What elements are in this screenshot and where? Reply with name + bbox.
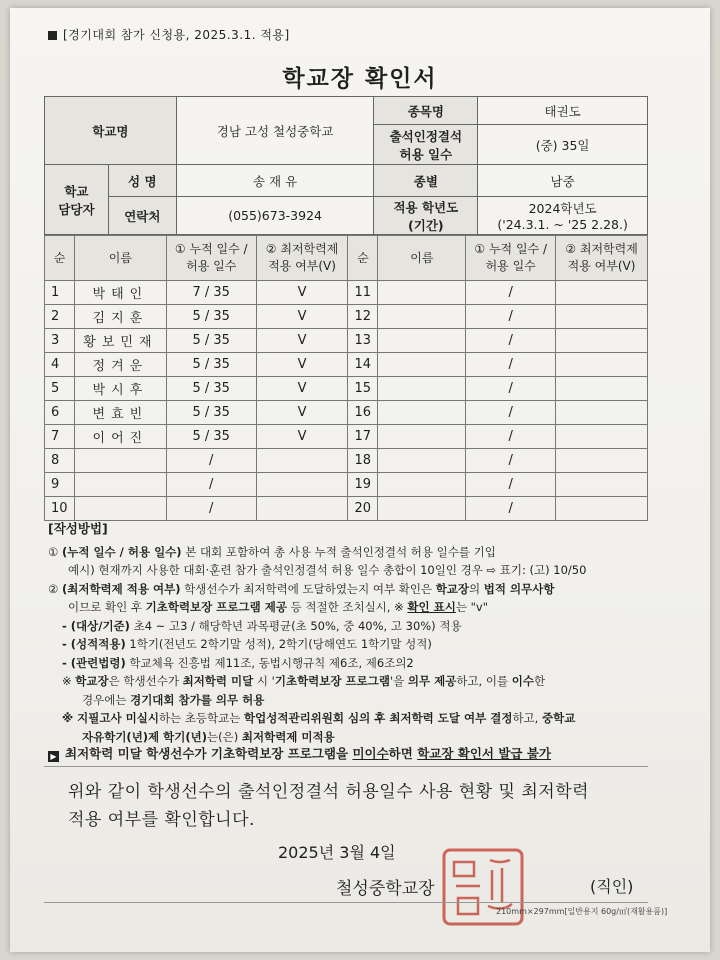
absence-days: 5 / 35 bbox=[166, 353, 256, 377]
athlete-name bbox=[378, 353, 466, 377]
min-academic-check bbox=[256, 473, 348, 497]
min-academic-check: V bbox=[256, 353, 348, 377]
absence-days: / bbox=[466, 353, 556, 377]
absence-days: / bbox=[466, 497, 556, 521]
absence-days: / bbox=[466, 473, 556, 497]
confirmation-statement: 위와 같이 학생선수의 출석인정결석 허용일수 사용 현황 및 최저학력 적용 여부를 확인합니다. bbox=[68, 782, 590, 830]
instructions-section bbox=[48, 520, 688, 746]
row-number: 14 bbox=[348, 353, 378, 377]
row-number: 20 bbox=[348, 497, 378, 521]
event-value: 남중 bbox=[478, 165, 648, 197]
contact-label: 연락처 bbox=[108, 197, 176, 235]
instruction-note-1: ※ 학교장은 학생선수가 최저학력 미달 시 '기초학력보장 프로그램'을 의무 제공하고, 이를 이수한 bbox=[62, 674, 546, 688]
row-number: 5 bbox=[45, 377, 75, 401]
col-no-header-right: 순 bbox=[348, 236, 378, 281]
form-version-tag: [경기대회 참가 신청용, 2025.3.1. 적용] bbox=[48, 26, 290, 43]
contact-value: (055)673-3924 bbox=[176, 197, 374, 235]
row-number: 8 bbox=[45, 449, 75, 473]
allowed-days-label: 출석인정결석 허용 일수 bbox=[374, 125, 478, 165]
athlete-name bbox=[378, 329, 466, 353]
square-bullet-icon bbox=[48, 31, 57, 40]
row-number: 15 bbox=[348, 377, 378, 401]
manager-label: 학교 담당자 bbox=[45, 165, 109, 235]
absence-days: 7 / 35 bbox=[166, 281, 256, 305]
absence-days: 5 / 35 bbox=[166, 425, 256, 449]
row-number: 13 bbox=[348, 329, 378, 353]
col-name-header-right: 이름 bbox=[378, 236, 466, 281]
athlete-name bbox=[378, 449, 466, 473]
min-academic-check bbox=[556, 425, 648, 449]
row-number: 16 bbox=[348, 401, 378, 425]
athlete-name bbox=[74, 449, 166, 473]
row-number: 4 bbox=[45, 353, 75, 377]
athlete-name: 이어진 bbox=[74, 425, 166, 449]
min-academic-check bbox=[256, 449, 348, 473]
athlete-name: 황보민재 bbox=[74, 329, 166, 353]
absence-days: / bbox=[466, 281, 556, 305]
footer-divider bbox=[44, 902, 648, 903]
min-academic-check: V bbox=[256, 329, 348, 353]
school-year-label: 적용 학년도 (기간) bbox=[374, 197, 478, 235]
absence-days: / bbox=[166, 473, 256, 497]
issue-date: 2025년 3월 4일 bbox=[278, 843, 396, 862]
min-academic-check bbox=[556, 497, 648, 521]
athlete-name bbox=[74, 497, 166, 521]
athlete-name: 변효빈 bbox=[74, 401, 166, 425]
absence-days: 5 / 35 bbox=[166, 305, 256, 329]
table-row bbox=[45, 329, 648, 353]
paper-spec: 210mm×297mm[일반용지 60g/㎡(재활용품)] bbox=[496, 907, 668, 916]
sport-value: 태권도 bbox=[478, 97, 648, 125]
absence-days: / bbox=[466, 329, 556, 353]
allowed-days-value: (중) 35일 bbox=[478, 125, 648, 165]
instruction-line-1: ① (누적 일수 / 허용 일수) 본 대회 포함하여 총 사용 누적 출석인정결석 허용 일수를 기입 bbox=[48, 544, 496, 559]
absence-days: / bbox=[466, 449, 556, 473]
min-academic-check: V bbox=[256, 425, 348, 449]
min-academic-check bbox=[556, 377, 648, 401]
manager-name-value: 송 재 유 bbox=[176, 165, 374, 197]
min-academic-check: V bbox=[256, 281, 348, 305]
table-row bbox=[45, 497, 648, 521]
school-name-label: 학교명 bbox=[45, 97, 177, 165]
event-label: 종별 bbox=[374, 165, 478, 197]
instruction-line-2: ② (최저학력제 적용 여부) 학생선수가 최저학력에 도달하였는지 여부 확인은 학교장의 법적 의무사항 bbox=[48, 581, 555, 596]
col-days-header: ① 누적 일수 / 허용 일수 bbox=[166, 236, 256, 281]
athlete-roster-table bbox=[44, 235, 648, 521]
absence-days: / bbox=[466, 377, 556, 401]
roster-header-row bbox=[45, 236, 648, 281]
instruction-note-1b: 경우에는 경기대회 참가를 의무 허용 bbox=[82, 692, 265, 707]
absence-days: / bbox=[166, 449, 256, 473]
school-name-value: 경남 고성 철성중학교 bbox=[176, 97, 374, 165]
min-academic-check bbox=[556, 305, 648, 329]
instruction-line-2b: 이므로 확인 후 기초학력보장 프로그램 제공 등 적절한 조치실시, ※ 확인 표시는 "v" bbox=[68, 600, 489, 614]
row-number: 12 bbox=[348, 305, 378, 329]
row-number: 17 bbox=[348, 425, 378, 449]
instruction-note-2: ※ 지필고사 미실시하는 초등학교는 학업성적관리위원회 심의 후 최저학력 도달 여부 결정하고, 중학교 bbox=[62, 711, 576, 725]
row-number: 19 bbox=[348, 473, 378, 497]
athlete-name: 정겨운 bbox=[74, 353, 166, 377]
row-number: 7 bbox=[45, 425, 75, 449]
divider bbox=[44, 766, 648, 767]
row-number: 2 bbox=[45, 305, 75, 329]
seal-label: (직인) bbox=[590, 877, 634, 896]
absence-days: / bbox=[466, 305, 556, 329]
absence-days: 5 / 35 bbox=[166, 329, 256, 353]
row-number: 18 bbox=[348, 449, 378, 473]
min-academic-check bbox=[556, 449, 648, 473]
table-row bbox=[45, 305, 648, 329]
min-academic-check bbox=[556, 353, 648, 377]
row-number: 3 bbox=[45, 329, 75, 353]
table-row bbox=[45, 425, 648, 449]
row-number: 9 bbox=[45, 473, 75, 497]
document-title: 학교장 확인서 bbox=[282, 66, 438, 92]
min-academic-check bbox=[556, 329, 648, 353]
instruction-law: - (관련법령) 학교체육 진흥법 제11조, 동법시행규칙 제6조, 제6조의2 bbox=[62, 655, 414, 670]
athlete-name bbox=[378, 497, 466, 521]
table-row bbox=[45, 353, 648, 377]
absence-days: 5 / 35 bbox=[166, 401, 256, 425]
notice-box-icon: ▶ bbox=[48, 751, 59, 762]
col-name-header: 이름 bbox=[74, 236, 166, 281]
table-row bbox=[45, 473, 648, 497]
min-academic-check bbox=[556, 473, 648, 497]
athlete-name bbox=[378, 473, 466, 497]
min-academic-check: V bbox=[256, 401, 348, 425]
absence-days: / bbox=[466, 401, 556, 425]
absence-days: / bbox=[466, 425, 556, 449]
athlete-name bbox=[378, 401, 466, 425]
min-academic-check: V bbox=[256, 377, 348, 401]
col-acad-header-right: ② 최저학력제 적용 여부(V) bbox=[556, 236, 648, 281]
issuance-notice: ▶ 최저학력 미달 학생선수가 기초학력보장 프로그램을 미이수하면 학교장 확인서 발급 불가 bbox=[48, 744, 551, 762]
school-year-value: 2024학년도 ('24.3.1. ~ '25 2.28.) bbox=[478, 197, 648, 235]
row-number: 6 bbox=[45, 401, 75, 425]
table-row bbox=[45, 401, 648, 425]
school-info-table bbox=[44, 96, 648, 235]
instruction-example: 예시) 현재까지 사용한 대회·훈련 참가 출석인정결석 허용 일수 총합이 10일인 경우 ⇨ 표기: (고) 10/50 bbox=[68, 563, 587, 577]
min-academic-check bbox=[556, 401, 648, 425]
col-no-header: 순 bbox=[45, 236, 75, 281]
instruction-target: - (대상/기준) 초4 ~ 고3 / 해당학년 과목평균(초 50%, 중 40%, 고 30%) 적용 bbox=[62, 618, 462, 633]
absence-days: / bbox=[166, 497, 256, 521]
min-academic-check bbox=[256, 497, 348, 521]
principal-signature: 철성중학교장 bbox=[336, 879, 435, 899]
athlete-name bbox=[378, 281, 466, 305]
min-academic-check bbox=[556, 281, 648, 305]
table-row bbox=[45, 281, 648, 305]
sport-label: 종목명 bbox=[374, 97, 478, 125]
row-number: 10 bbox=[45, 497, 75, 521]
athlete-name bbox=[378, 377, 466, 401]
min-academic-check: V bbox=[256, 305, 348, 329]
instruction-grades: - (성적적용) 1학기(전년도 2학기말 성적), 2학기(당해연도 1학기말 성적) bbox=[62, 637, 432, 651]
instruction-note-2b: 자유학기(년)제 학기(년)는(은) 최저학력제 미적용 bbox=[82, 729, 335, 744]
athlete-name: 박태인 bbox=[74, 281, 166, 305]
table-row bbox=[45, 377, 648, 401]
document-page bbox=[10, 8, 710, 952]
manager-name-label: 성 명 bbox=[108, 165, 176, 197]
col-days-header-right: ① 누적 일수 / 허용 일수 bbox=[466, 236, 556, 281]
athlete-name bbox=[378, 305, 466, 329]
table-row bbox=[45, 449, 648, 473]
athlete-name bbox=[74, 473, 166, 497]
roster-body bbox=[45, 281, 648, 521]
row-number: 11 bbox=[348, 281, 378, 305]
col-acad-header: ② 최저학력제 적용 여부(V) bbox=[256, 236, 348, 281]
athlete-name bbox=[378, 425, 466, 449]
instructions-heading: [작성방법] bbox=[48, 521, 108, 536]
athlete-name: 김지훈 bbox=[74, 305, 166, 329]
absence-days: 5 / 35 bbox=[166, 377, 256, 401]
athlete-name: 박시후 bbox=[74, 377, 166, 401]
row-number: 1 bbox=[45, 281, 75, 305]
